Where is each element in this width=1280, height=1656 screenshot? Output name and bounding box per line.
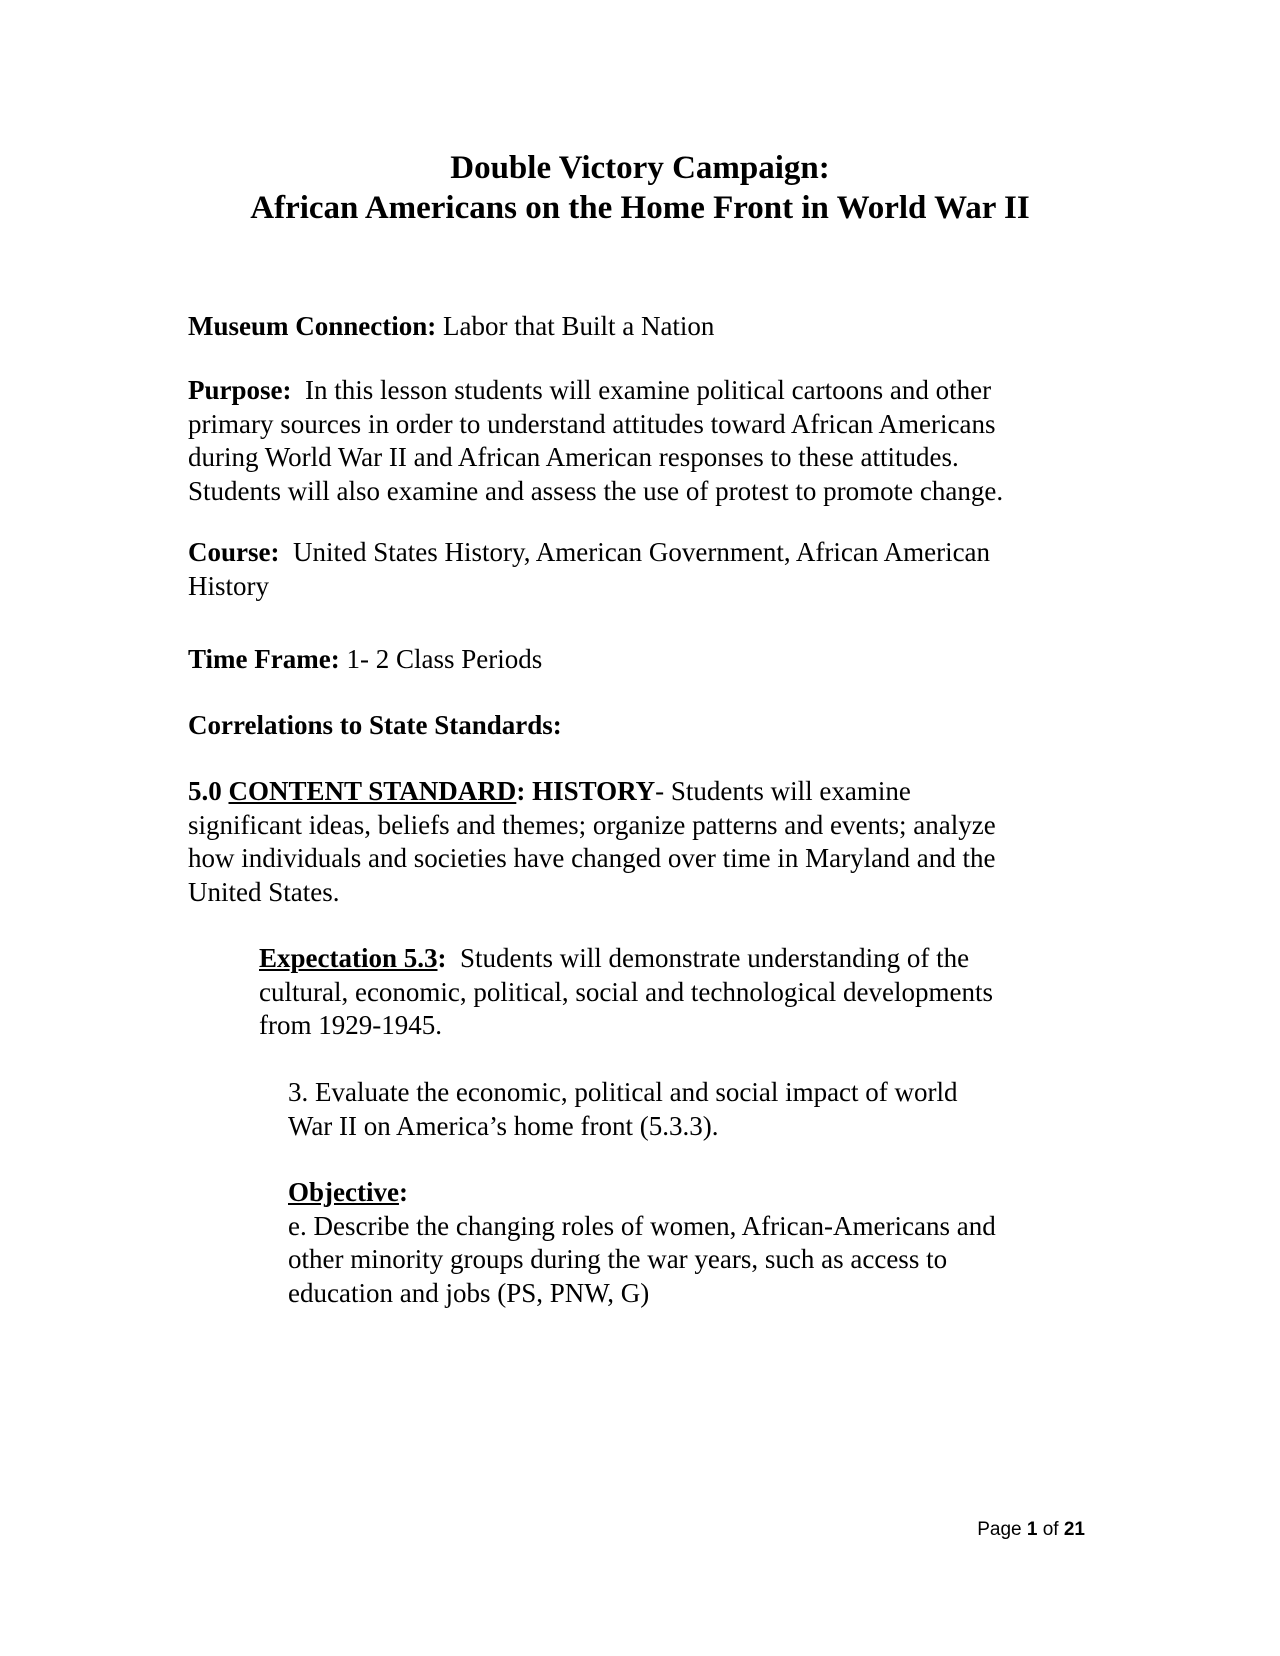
purpose-label: Purpose: — [188, 375, 292, 405]
indicator-section — [288, 1076, 1088, 1143]
time-frame-section — [188, 643, 1088, 677]
of-word: of — [1042, 1519, 1059, 1540]
expectation-colon: : — [437, 943, 447, 973]
time-frame-label: Time Frame: — [188, 644, 340, 674]
indicator-line-2: War II on America’s home front (5.3.3). — [288, 1110, 719, 1141]
purpose-line-3: during World War II and African American responses to these attitudes. — [188, 442, 959, 472]
standard-title: CONTENT STANDARD — [228, 776, 517, 806]
course-label: Course: — [188, 537, 280, 567]
page-number-footer — [977, 1519, 1085, 1541]
expectation-section — [259, 942, 1089, 1043]
museum-connection — [188, 310, 1088, 344]
purpose-text-1: In this lesson students will examine political cartoons and other — [305, 375, 992, 405]
indicator-line-1: 3. Evaluate the economic, political and social impact of world — [288, 1077, 958, 1107]
purpose-line-4: Students will also examine and assess the use of protest to promote change. — [188, 475, 1004, 506]
expectation-text-1: Students will demonstrate understanding of the — [460, 943, 970, 973]
page-word: Page — [977, 1519, 1022, 1540]
objective-colon: : — [398, 1177, 408, 1207]
course-section — [188, 536, 1088, 603]
course-line-1 — [188, 536, 1088, 570]
standard-line-2: significant ideas, beliefs and themes; organize patterns and events; analyze — [188, 809, 996, 840]
expectation-label: Expectation 5.3 — [259, 943, 438, 973]
objective-section — [288, 1176, 1088, 1310]
standard-line-1 — [188, 775, 1088, 809]
standard-colon: : — [516, 776, 526, 806]
purpose-line-2: primary sources in order to understand attitudes toward African Americans — [188, 408, 996, 439]
document-title — [0, 148, 1280, 228]
correlations-heading: Correlations to State Standards: — [188, 710, 562, 740]
purpose-section — [188, 374, 1088, 508]
standard-text-1: - Students will examine — [655, 776, 911, 806]
objective-heading — [288, 1176, 1088, 1210]
objective-line-3: education and jobs (PS, PNW, G) — [288, 1277, 650, 1308]
objective-line-1: e. Describe the changing roles of women, African-Americans and — [288, 1210, 996, 1241]
objective-label: Objective — [288, 1177, 399, 1207]
expectation-line-1 — [259, 942, 1089, 976]
content-standard-section — [188, 775, 1088, 909]
objective-line-2: other minority groups during the war years, such as access to — [288, 1244, 948, 1274]
expectation-line-2: cultural, economic, political, social and technological developments — [259, 976, 994, 1007]
title-line-1: Double Victory Campaign: — [450, 150, 830, 186]
total-pages: 21 — [1063, 1519, 1085, 1540]
expectation-line-3: from 1929-1945. — [259, 1010, 442, 1040]
title-line-2: African Americans on the Home Front in World War II — [250, 190, 1030, 226]
standard-line-3: how individuals and societies have changed over time in Maryland and the — [188, 843, 996, 873]
standard-line-4: United States. — [188, 876, 340, 907]
current-page: 1 — [1026, 1519, 1038, 1540]
museum-connection-text: Labor that Built a Nation — [443, 311, 715, 341]
time-frame-text: 1- 2 Class Periods — [346, 644, 543, 674]
course-text-1: United States History, American Government, African American — [292, 537, 991, 567]
museum-connection-label: Museum Connection: — [188, 311, 437, 341]
purpose-line-1 — [188, 374, 1088, 408]
standard-subject: HISTORY — [532, 776, 656, 806]
standard-number: 5.0 — [188, 776, 222, 806]
course-line-2: History — [188, 570, 269, 601]
